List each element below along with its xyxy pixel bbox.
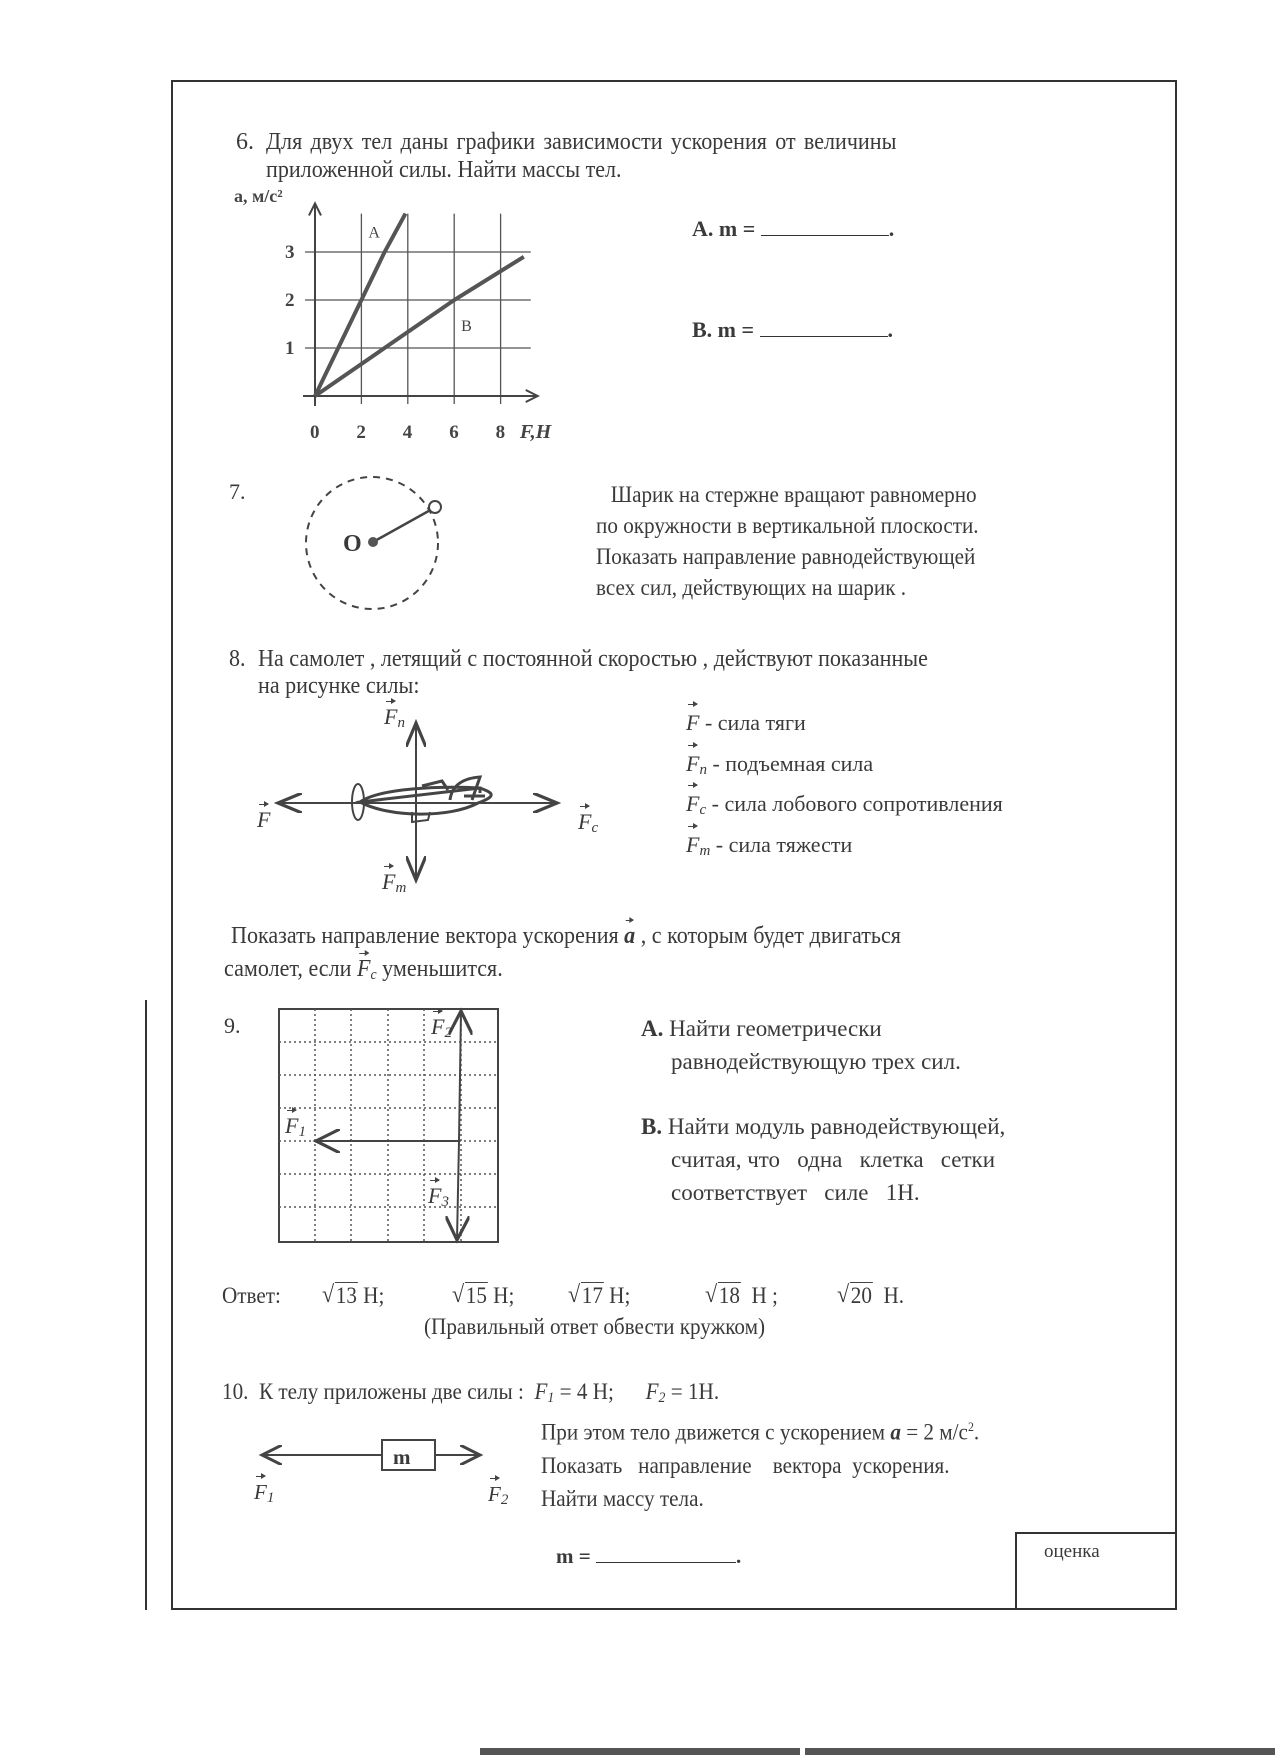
legend-item: $F_c$ - сила лобового сопротивления — [686, 787, 1003, 828]
series-line-a — [315, 214, 405, 396]
q8-task-line1: Показать направление вектора ускорения a , с которым будет двигаться — [231, 923, 901, 949]
x-tick-label: 2 — [356, 422, 366, 443]
label-F3: $F_3$ — [428, 1183, 449, 1210]
fuselage — [360, 787, 491, 814]
q6-chart — [220, 180, 570, 450]
q9-part-a: A. Найти геометрически равнодействующую трех сил. — [641, 1016, 961, 1074]
q9-option[interactable]: √ 13 Н; — [322, 1282, 385, 1308]
q10-diagram — [250, 1436, 490, 1476]
x-tick-label: 0 — [310, 422, 320, 443]
q9-option[interactable]: √ 15 Н; — [452, 1282, 515, 1308]
ball — [429, 501, 441, 513]
q7-diagram — [300, 470, 450, 610]
q10-answer: m = . — [556, 1544, 742, 1568]
q6-number: 6. — [236, 129, 254, 155]
q9-option[interactable]: √ 17 Н; — [568, 1282, 631, 1308]
scan-edge — [480, 1748, 800, 1755]
legend-item: $F_п$ - подъемная сила — [686, 747, 1003, 788]
q6-answer-a-label: A. m = — [692, 216, 756, 241]
q10-line1: 10. К телу приложены две силы : $F_1 = 4$ Н; $F_2 = 1Н$. — [222, 1379, 720, 1406]
q6-text-line2: приложенной силы. Найти массы тел. — [266, 157, 622, 183]
q9-option[interactable]: √ 20 Н. — [837, 1282, 905, 1308]
q7-line: Шарик на стержне вращают равномерно — [610, 482, 977, 507]
q6-answer-a-end: . — [888, 216, 895, 241]
x-tick-label: 6 — [449, 422, 459, 443]
q10-answer-field[interactable] — [596, 1562, 736, 1563]
q10-number: 10. — [222, 1379, 249, 1404]
q7-center-label: O — [343, 531, 362, 557]
q9-part-b: B. Найти модуль равнодействующей, считая, что одна клетка сетки соответствует силе 1Н. — [641, 1114, 1006, 1205]
label-F: F — [257, 807, 271, 832]
label-Fn: $F_п$ — [384, 704, 405, 731]
q10-answer-label: m = — [556, 1544, 591, 1568]
q9-note: (Правильный ответ обвести кружком) — [424, 1314, 766, 1339]
F2-arrow — [459, 1011, 461, 1141]
q7-number: 7. — [229, 479, 246, 504]
q6-answer-b-field[interactable] — [760, 336, 888, 337]
label-F2: $F_2$ — [431, 1014, 452, 1041]
q6-answer-a-field[interactable] — [761, 235, 889, 236]
part-a-label: A. — [641, 1016, 664, 1041]
q6-answer-b-label: B. m = — [692, 317, 755, 342]
q9-option[interactable]: √ 18 Н ; — [705, 1282, 778, 1308]
x-axis-label: F,H — [519, 421, 552, 443]
q8-text-line1: На самолет , летящий с постоянной скоростью , действуют показанные — [258, 646, 928, 672]
q6-answer-b-end: . — [887, 317, 894, 342]
q9-number: 9. — [224, 1013, 241, 1038]
airplane-diagram — [240, 700, 620, 900]
q7-line: всех сил, действующих на шарик . — [596, 575, 907, 600]
q6-answer-a — [692, 215, 894, 243]
series-line-b — [315, 257, 524, 396]
q10-box-label: m — [393, 1445, 411, 1469]
y-tick-label: 3 — [285, 242, 295, 263]
y-tick-label: 1 — [285, 338, 295, 359]
series-label-b: B — [461, 318, 472, 336]
scan-edge — [805, 1748, 1275, 1755]
series-label-a: A — [368, 224, 380, 242]
label-Ft: $F_т$ — [382, 869, 407, 896]
q8-text-line2: на рисунке силы: — [258, 673, 420, 699]
x-tick-label: 8 — [495, 422, 506, 443]
grid-lines — [279, 1009, 498, 1242]
grade-box-label: оценка — [1044, 1541, 1100, 1562]
label-Fc: $F_c$ — [578, 809, 599, 836]
y-axis-label: a, м/с² — [234, 186, 283, 206]
q8-number: 8. — [229, 646, 246, 672]
q6-answer-b — [692, 316, 893, 344]
q7-line: по окружности в вертикальной плоскости. — [596, 513, 979, 538]
frame-edge — [145, 1000, 147, 1610]
x-tick-label: 4 — [402, 422, 413, 443]
force-legend — [686, 706, 1003, 868]
q10-label-F1: $F_1$ — [254, 1480, 275, 1506]
F3-arrow — [457, 1141, 459, 1240]
legend-item: F - сила тяги — [686, 706, 1003, 747]
q10-label-F2: $F_2$ — [488, 1482, 509, 1508]
label-F1: $F_1$ — [285, 1113, 306, 1140]
q9-grid-diagram — [278, 1008, 500, 1244]
legend-item: $F_т$ - сила тяжести — [686, 828, 1003, 869]
q9-answer-label: Ответ: — [222, 1283, 281, 1308]
rod — [373, 508, 434, 542]
q10-text: При этом тело движется с ускорением a = 2 $м/с^2$. Показать направление вектора ускорения. Найти массу тела. — [541, 1419, 980, 1511]
q7-text — [596, 479, 979, 603]
q6-text-line1: Для двух тел даны графики зависимости ускорения от величины — [266, 129, 897, 155]
q7-line: Показать направление равнодействующей — [596, 544, 976, 569]
part-b-label: B. — [641, 1114, 663, 1139]
y-tick-label: 2 — [285, 290, 295, 311]
q8-task-line2: самолет, если $F_c$ уменьшится. — [224, 956, 503, 983]
center-point — [368, 537, 378, 547]
